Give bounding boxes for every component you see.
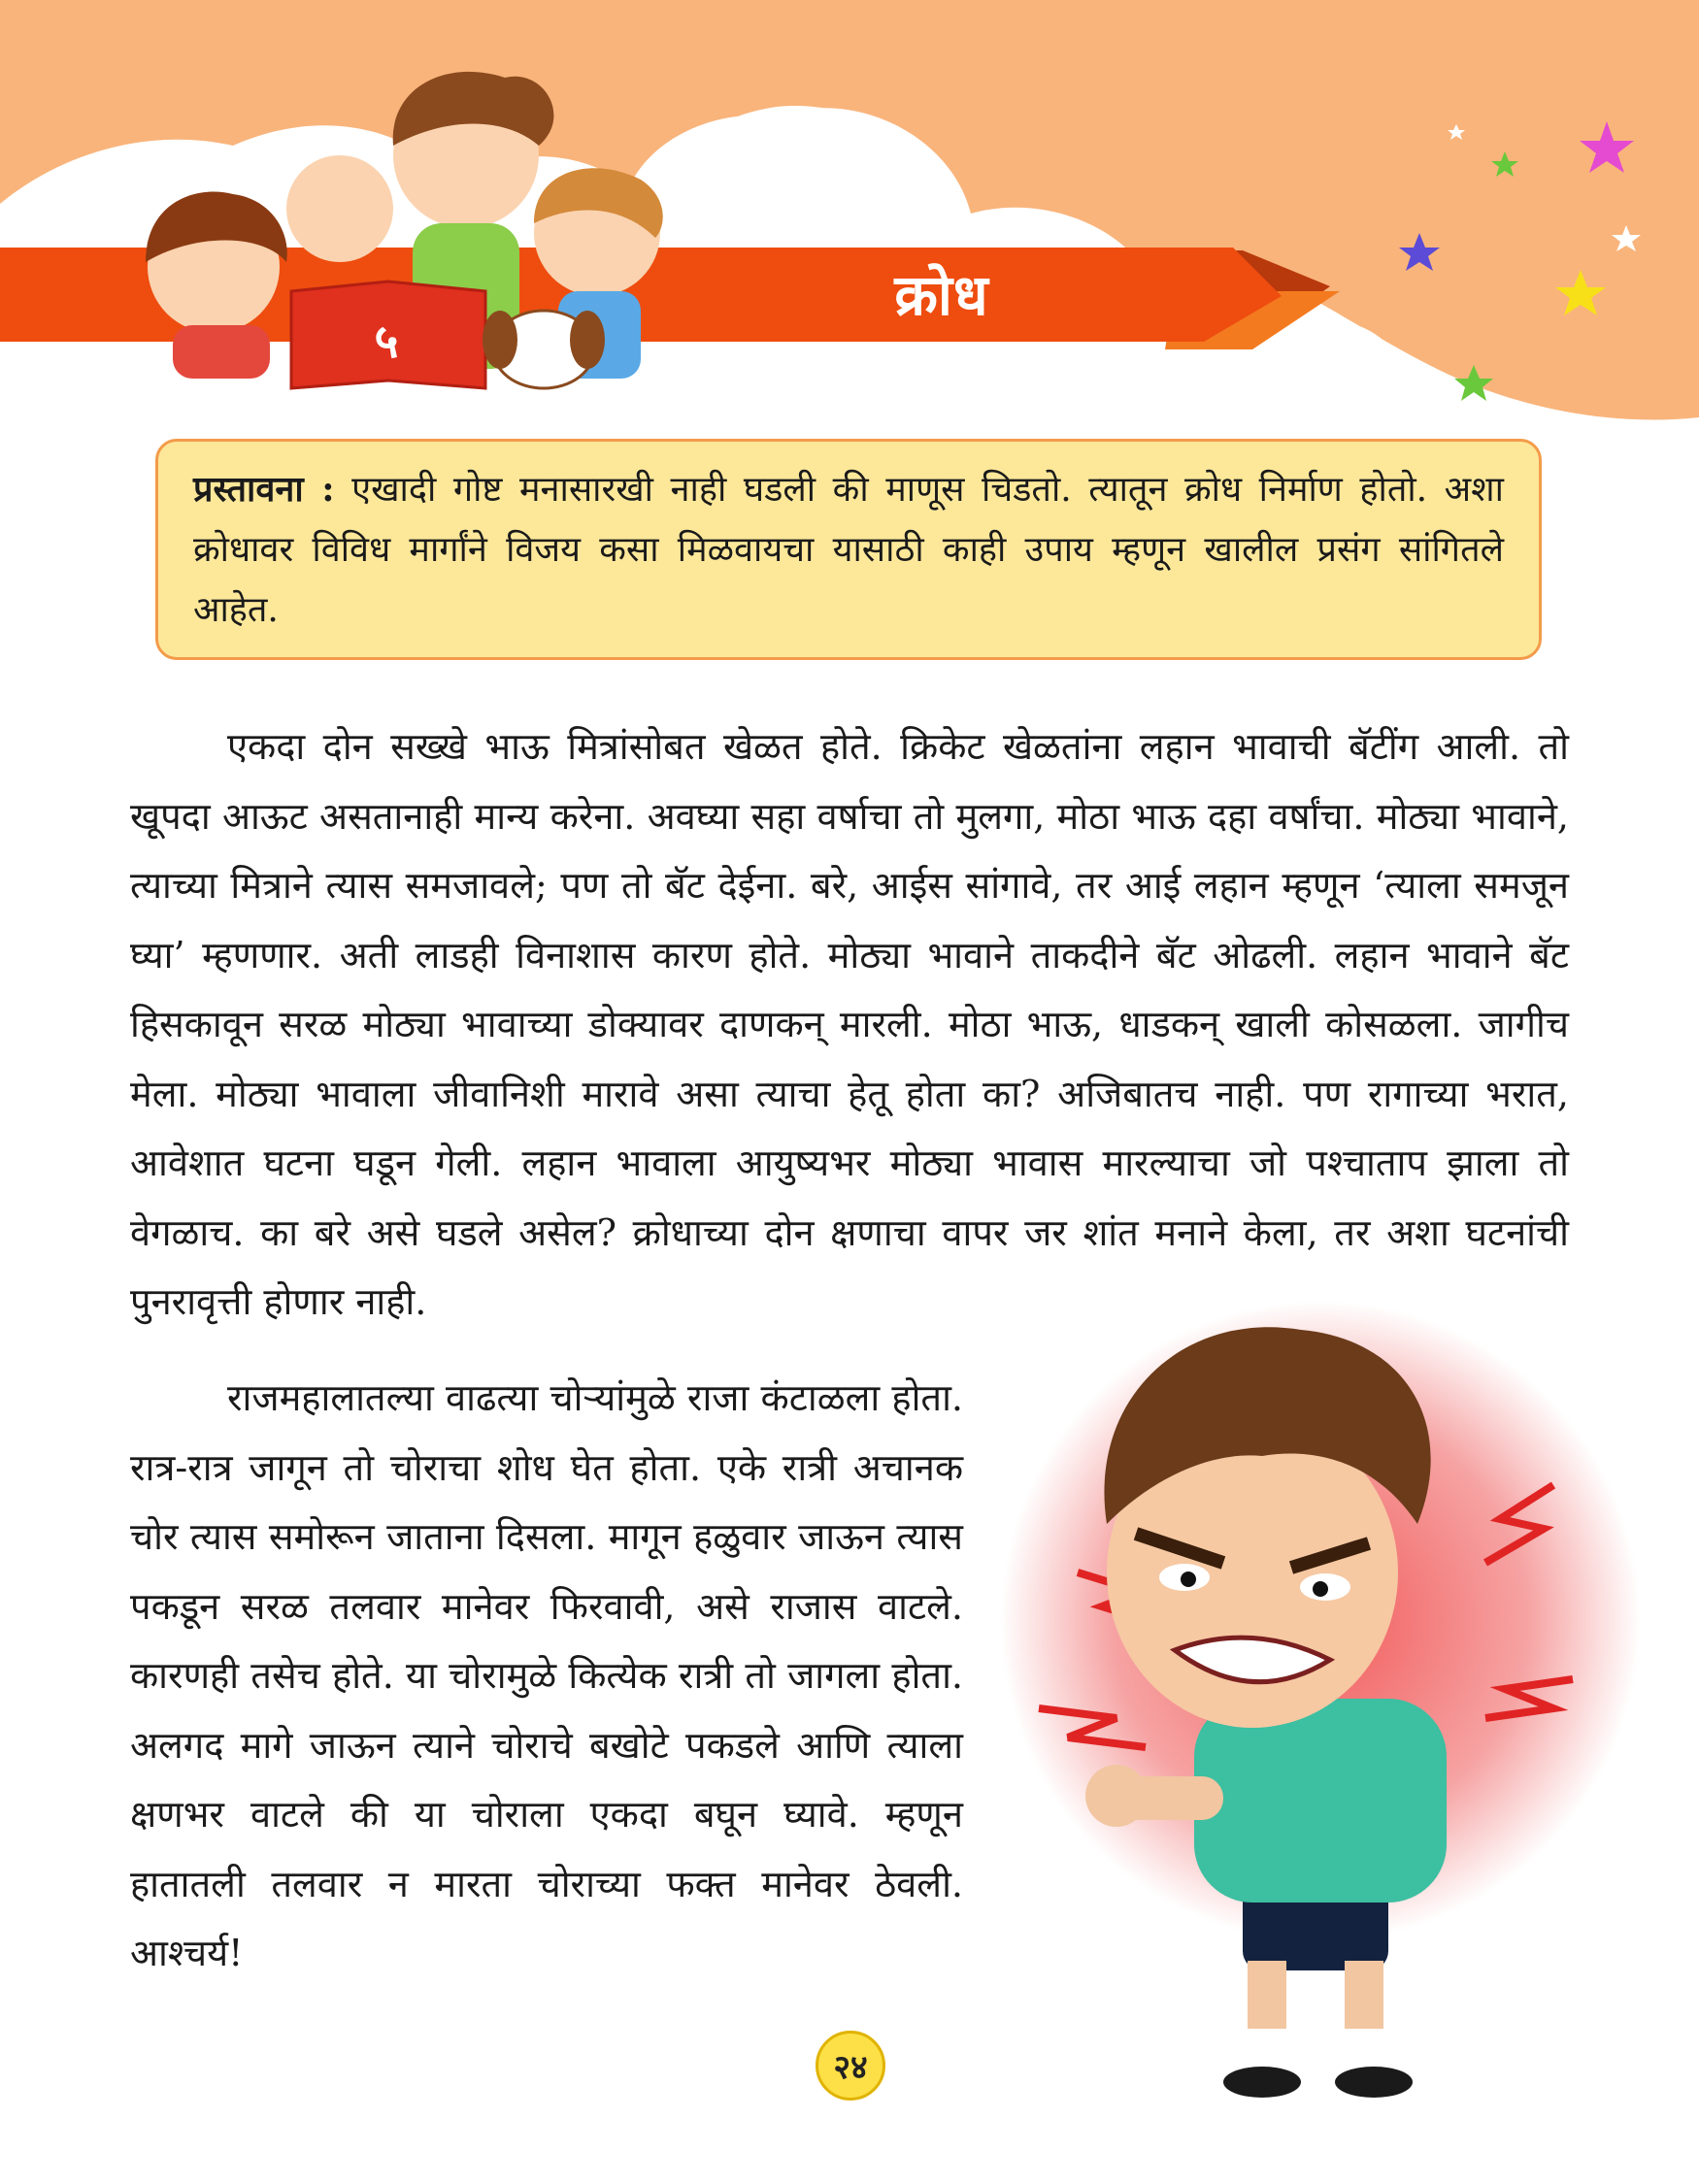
chapter-title: क्रोध (894, 262, 989, 328)
boy-shoe-right (1335, 2067, 1413, 2098)
boy-shoe-left (1223, 2067, 1301, 2098)
boy-sock-right (1345, 2029, 1383, 2072)
story-paragraph-2: राजमहालातल्या वाढत्या चोऱ्यांमुळे राजा कंटाळला होता. रात्र-रात्र जागून तो चोराचा शोध घेत होता. एके रात्री अचानक चोर त्यास समोरून जाताना दिसला. मागून हळुवार जाऊन त्यास पकडून सरळ तलवार मानेवर फिरवावी, असे राजास वाटले. कारणही तसेच होते. या चोरामुळे कित्येक रात्री तो जागला होता. अलगद मागे जाऊन त्याने चोराचे बखोटे पकडले आणि त्याला क्षणभर वाटले की या चोराला एकदा बघून घ्यावे. म्हणून हातातली तलवार न मारता चोराच्या फक्त मानेवर ठेवली. आश्चर्य! (130, 1376, 963, 1974)
puppy-ear-right (570, 311, 605, 369)
page-number: २४ (816, 2031, 885, 2101)
story-paragraph-1: एकदा दोन सख्खे भाऊ मित्रांसोबत खेळत होते. क्रिकेट खेळतांना लहान भावाची बॅटींग आली. तो खूपदा आऊट असतानाही मान्य करेना. अवघ्या सहा वर्षाचा तो मुलगा, मोठा भाऊ दहा वर्षांचा. मोठ्या भावाने, त्याच्या मित्राने त्यास समजावले; पण तो बॅट देईना. बरे, आईस सांगावे, तर आई लहान म्हणून ‘त्याला समजून घ्या’ म्हणणार. अती लाडही विनाशास कारण होते. मोठ्या भावाने ताकदीने बॅट ओढली. लहान भावाने बॅट हिसकावून सरळ मोठ्या भावाच्या डोक्यावर दाणकन् मारली. मोठा भाऊ, धाडकन् खाली कोसळला. जागीच मेला. मोठ्या भावाला जीवानिशी मारावे असा त्याचा हेतू होता का? अजिबातच नाही. पण रागाच्या भरात, आवेशात घटना घडून गेली. लहान भावाला आयुष्यभर मोठ्या भावास मारल्याचा जो पश्चाताप झाला तो वेगळाच. का बरे असे घडले असेल? क्रोधाच्या दोन क्षणाचा वापर जर शांत मनाने केला, तर अशा घटनांची पुनरावृत्ती होणार नाही. (130, 725, 1569, 1323)
chapter-number: ५ (374, 314, 399, 369)
puppy-ear-left (483, 311, 517, 369)
boy-sock-left (1248, 2029, 1286, 2072)
introduction-box (155, 439, 1542, 660)
introduction-text: एखादी गोष्ट मनासारखी नाही घडली की माणूस चिडतो. त्यातून क्रोध निर्माण होतो. अशा क्रोधावर विविध मार्गांने विजय कसा मिळवायचा यासाठी काही उपाय म्हणून खालील प्रसंग सांगितले आहेत. (193, 470, 1504, 630)
angry-boy-illustration (971, 1252, 1680, 2126)
girl-body (173, 325, 270, 379)
introduction-label: प्रस्तावना : (193, 469, 335, 510)
header-illustration (0, 0, 1699, 456)
baby-head (286, 155, 393, 262)
boy-shirt (1194, 1699, 1447, 1903)
boy-fist (1085, 1765, 1148, 1827)
